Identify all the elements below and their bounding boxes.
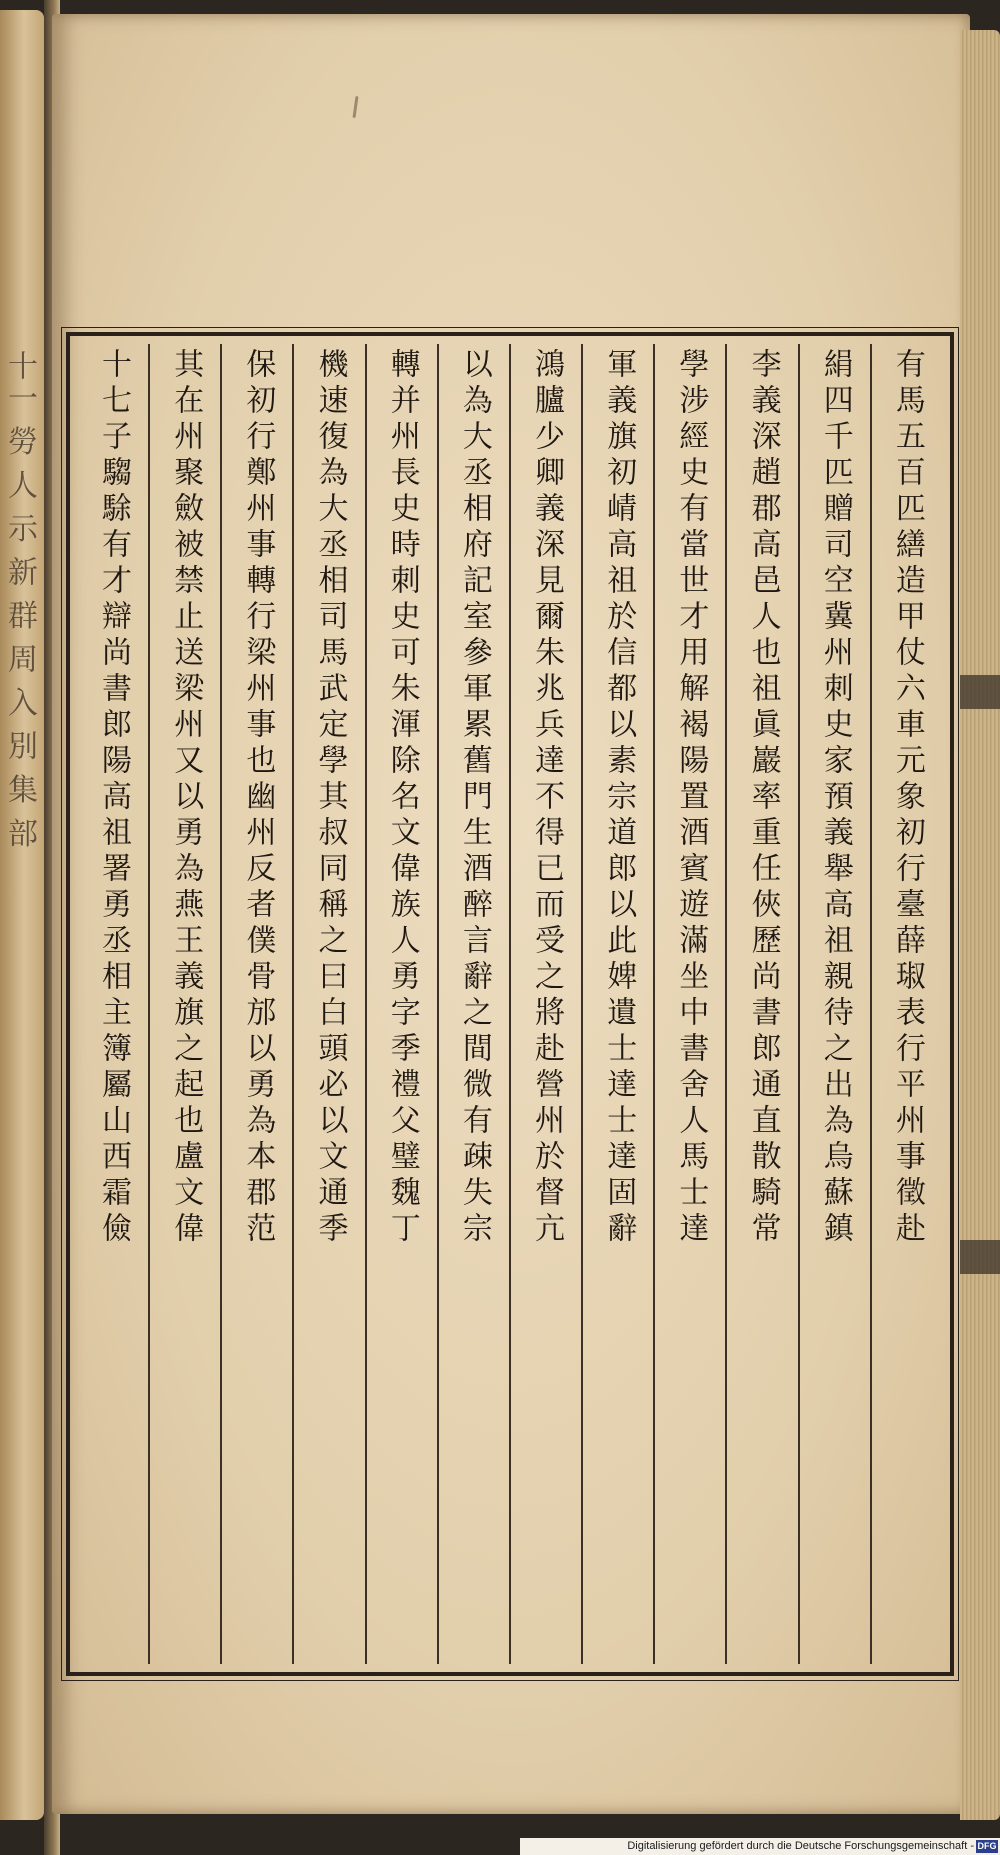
column-text: 以為大丞相府記室參軍累舊門生酒醉言辭之間微有疎失宗 — [456, 348, 492, 1248]
text-column — [581, 344, 653, 1664]
column-text: 其在州聚斂被禁止送梁州又以勇為燕王義旗之起也盧文偉 — [168, 348, 204, 1248]
text-column — [365, 344, 437, 1664]
digitization-footer — [520, 1838, 1000, 1855]
column-text: 絹四千匹贈司空冀州刺史家預義舉高祖親待之出為烏蘇鎮 — [817, 348, 853, 1248]
text-frame — [66, 332, 954, 1676]
column-text: 保初行鄭州事轉行梁州事也幽州反者僕骨邡以勇為本郡范 — [240, 348, 276, 1248]
text-column — [653, 344, 725, 1664]
text-column — [78, 344, 148, 1664]
column-text: 學涉經史有當世才用解褐陽置酒賓遊滿坐中書舍人馬士達 — [673, 348, 709, 1248]
page-stack-tab — [960, 675, 1000, 709]
previous-page-text: 十一 勞 人 示 新 群 周 入 別 集 部 — [2, 350, 37, 850]
text-column — [798, 344, 870, 1664]
text-column — [148, 344, 220, 1664]
text-columns — [78, 344, 942, 1664]
text-column — [509, 344, 581, 1664]
page-stack — [960, 30, 1000, 1820]
column-text: 轉并州長史時刺史可朱渾除名文偉族人勇字季禮父璧魏丁 — [384, 348, 420, 1248]
previous-page-edge — [0, 10, 44, 1820]
column-text: 有馬五百匹繕造甲仗六車元象初行臺薛琡表行平州事徵赴 — [889, 348, 925, 1248]
column-text: 鴻臚少卿義深見爾朱兆兵達不得已而受之將赴營州於督亢 — [529, 348, 565, 1248]
text-column — [725, 344, 797, 1664]
funding-credit: Digitalisierung gefördert durch die Deutsche Forschungsgemeinschaft - — [627, 1840, 974, 1852]
column-text: 十七子騶駼有才辯尚書郎陽高祖署勇丞相主簿屬山西霜儉 — [96, 348, 132, 1248]
text-column — [220, 344, 292, 1664]
column-text: 機速復為大丞相司馬武定學其叔同稱之曰白頭必以文通季 — [312, 348, 348, 1248]
text-column — [870, 344, 942, 1664]
text-column — [437, 344, 509, 1664]
text-column — [292, 344, 364, 1664]
page-stack-tab — [960, 1240, 1000, 1274]
column-text: 李義深趙郡高邑人也祖眞巖率重任俠歷尚書郎通直散騎常 — [745, 348, 781, 1248]
column-text: 軍義旗初崝高祖於信都以素宗道郎以此婢遺士達士達固辭 — [601, 348, 637, 1248]
dfg-logo: DFG — [977, 1841, 997, 1851]
